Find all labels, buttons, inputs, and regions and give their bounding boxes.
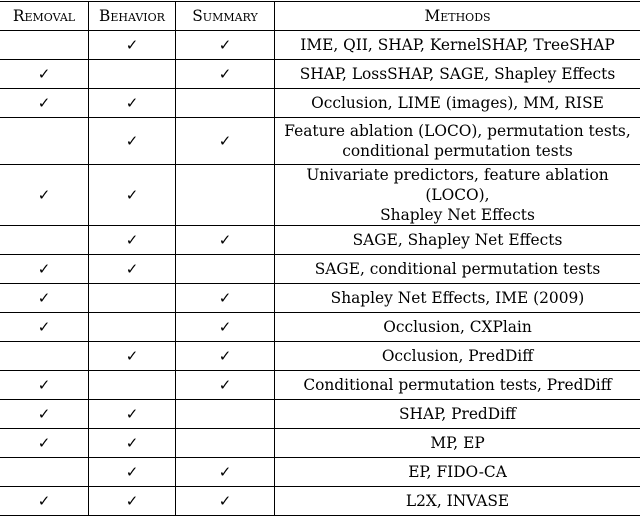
cell-behavior bbox=[89, 313, 176, 342]
checkmark-icon: ✓ bbox=[126, 36, 139, 54]
checkmark-icon: ✓ bbox=[38, 318, 51, 336]
methods-text: SHAP, PredDiff bbox=[275, 405, 640, 424]
checkmark-icon: ✓ bbox=[219, 463, 232, 481]
methods-text: IME, QII, SHAP, KernelSHAP, TreeSHAP bbox=[275, 36, 640, 55]
checkmark-icon: ✓ bbox=[219, 131, 232, 151]
methods-text: Occlusion, CXPlain bbox=[275, 318, 640, 337]
table-row bbox=[0, 458, 640, 487]
checkmark-icon: ✓ bbox=[126, 231, 139, 249]
cell-removal bbox=[0, 458, 89, 487]
cell-behavior bbox=[89, 400, 176, 429]
header-methods: Methods bbox=[275, 2, 640, 31]
checkmark-icon: ✓ bbox=[126, 94, 139, 112]
cell-summary bbox=[176, 458, 275, 487]
cell-removal bbox=[0, 60, 89, 89]
header-summary: Summary bbox=[176, 2, 275, 31]
cell-methods bbox=[275, 31, 640, 60]
cell-methods bbox=[275, 487, 640, 516]
checkmark-icon: ✓ bbox=[38, 434, 51, 452]
cell-removal bbox=[0, 165, 89, 226]
cell-removal bbox=[0, 226, 89, 255]
cell-methods bbox=[275, 165, 640, 226]
cell-removal bbox=[0, 487, 89, 516]
checkmark-icon: ✓ bbox=[126, 185, 139, 205]
methods-text: EP, FIDO-CA bbox=[275, 463, 640, 482]
cell-behavior bbox=[89, 429, 176, 458]
methods-table bbox=[0, 1, 640, 516]
cell-behavior bbox=[89, 165, 176, 226]
methods-text: SHAP, LossSHAP, SAGE, Shapley Effects bbox=[275, 65, 640, 84]
cell-behavior bbox=[89, 342, 176, 371]
table-row bbox=[0, 31, 640, 60]
table-row bbox=[0, 60, 640, 89]
checkmark-icon: ✓ bbox=[219, 318, 232, 336]
cell-removal bbox=[0, 284, 89, 313]
cell-methods bbox=[275, 226, 640, 255]
methods-text: Conditional permutation tests, PredDiff bbox=[275, 376, 640, 395]
table-row bbox=[0, 118, 640, 165]
checkmark-icon: ✓ bbox=[38, 65, 51, 83]
cell-methods bbox=[275, 429, 640, 458]
cell-methods bbox=[275, 400, 640, 429]
table-body bbox=[0, 31, 640, 516]
cell-summary bbox=[176, 429, 275, 458]
cell-behavior bbox=[89, 31, 176, 60]
cell-summary bbox=[176, 284, 275, 313]
checkmark-icon: ✓ bbox=[219, 492, 232, 510]
checkmark-icon: ✓ bbox=[219, 36, 232, 54]
cell-methods bbox=[275, 342, 640, 371]
cell-summary bbox=[176, 487, 275, 516]
cell-summary bbox=[176, 226, 275, 255]
cell-summary bbox=[176, 342, 275, 371]
checkmark-icon: ✓ bbox=[126, 405, 139, 423]
checkmark-icon: ✓ bbox=[126, 434, 139, 452]
table-row bbox=[0, 284, 640, 313]
cell-summary bbox=[176, 400, 275, 429]
methods-text: Occlusion, PredDiff bbox=[275, 347, 640, 366]
cell-removal bbox=[0, 118, 89, 165]
cell-summary bbox=[176, 89, 275, 118]
cell-removal bbox=[0, 429, 89, 458]
checkmark-icon: ✓ bbox=[219, 347, 232, 365]
header-removal: Removal bbox=[0, 2, 89, 31]
cell-methods bbox=[275, 60, 640, 89]
methods-text: Shapley Net Effects bbox=[275, 205, 640, 225]
cell-behavior bbox=[89, 89, 176, 118]
cell-behavior bbox=[89, 60, 176, 89]
checkmark-icon: ✓ bbox=[126, 260, 139, 278]
table-row bbox=[0, 342, 640, 371]
checkmark-icon: ✓ bbox=[38, 289, 51, 307]
checkmark-icon: ✓ bbox=[38, 94, 51, 112]
checkmark-icon: ✓ bbox=[126, 463, 139, 481]
cell-methods bbox=[275, 371, 640, 400]
cell-removal bbox=[0, 371, 89, 400]
methods-text: SAGE, conditional permutation tests bbox=[275, 260, 640, 279]
table-row bbox=[0, 165, 640, 226]
table-row bbox=[0, 371, 640, 400]
cell-removal bbox=[0, 342, 89, 371]
cell-behavior bbox=[89, 284, 176, 313]
cell-summary bbox=[176, 313, 275, 342]
methods-text: Shapley Net Effects, IME (2009) bbox=[275, 289, 640, 308]
methods-text: SAGE, Shapley Net Effects bbox=[275, 231, 640, 250]
cell-removal bbox=[0, 400, 89, 429]
table-row bbox=[0, 429, 640, 458]
checkmark-icon: ✓ bbox=[126, 131, 139, 151]
cell-removal bbox=[0, 89, 89, 118]
checkmark-icon: ✓ bbox=[219, 65, 232, 83]
table-row bbox=[0, 313, 640, 342]
methods-text: Occlusion, LIME (images), MM, RISE bbox=[275, 94, 640, 113]
checkmark-icon: ✓ bbox=[126, 492, 139, 510]
methods-text: conditional permutation tests bbox=[275, 141, 640, 161]
methods-text: Feature ablation (LOCO), permutation tests, bbox=[275, 121, 640, 141]
cell-methods bbox=[275, 313, 640, 342]
checkmark-icon: ✓ bbox=[38, 185, 51, 205]
cell-summary bbox=[176, 31, 275, 60]
checkmark-icon: ✓ bbox=[38, 376, 51, 394]
table-row bbox=[0, 255, 640, 284]
cell-behavior bbox=[89, 118, 176, 165]
checkmark-icon: ✓ bbox=[219, 231, 232, 249]
checkmark-icon: ✓ bbox=[219, 376, 232, 394]
checkmark-icon: ✓ bbox=[219, 289, 232, 307]
cell-summary bbox=[176, 371, 275, 400]
cell-methods bbox=[275, 284, 640, 313]
cell-summary bbox=[176, 165, 275, 226]
cell-removal bbox=[0, 31, 89, 60]
checkmark-icon: ✓ bbox=[38, 492, 51, 510]
cell-removal bbox=[0, 255, 89, 284]
checkmark-icon: ✓ bbox=[38, 260, 51, 278]
cell-methods bbox=[275, 255, 640, 284]
cell-methods bbox=[275, 89, 640, 118]
cell-behavior bbox=[89, 226, 176, 255]
checkmark-icon: ✓ bbox=[126, 347, 139, 365]
cell-summary bbox=[176, 60, 275, 89]
methods-text: L2X, INVASE bbox=[275, 492, 640, 511]
methods-text: MP, EP bbox=[275, 434, 640, 453]
cell-removal bbox=[0, 313, 89, 342]
cell-summary bbox=[176, 255, 275, 284]
table-row bbox=[0, 226, 640, 255]
cell-behavior bbox=[89, 371, 176, 400]
methods-text: Univariate predictors, feature ablation (LOCO), bbox=[275, 165, 640, 205]
header-behavior: Behavior bbox=[89, 2, 176, 31]
table-row bbox=[0, 89, 640, 118]
table-row bbox=[0, 487, 640, 516]
cell-methods bbox=[275, 118, 640, 165]
cell-methods bbox=[275, 458, 640, 487]
cell-behavior bbox=[89, 458, 176, 487]
table-row bbox=[0, 400, 640, 429]
cell-behavior bbox=[89, 255, 176, 284]
header-row bbox=[0, 2, 640, 31]
cell-summary bbox=[176, 118, 275, 165]
checkmark-icon: ✓ bbox=[38, 405, 51, 423]
cell-behavior bbox=[89, 487, 176, 516]
